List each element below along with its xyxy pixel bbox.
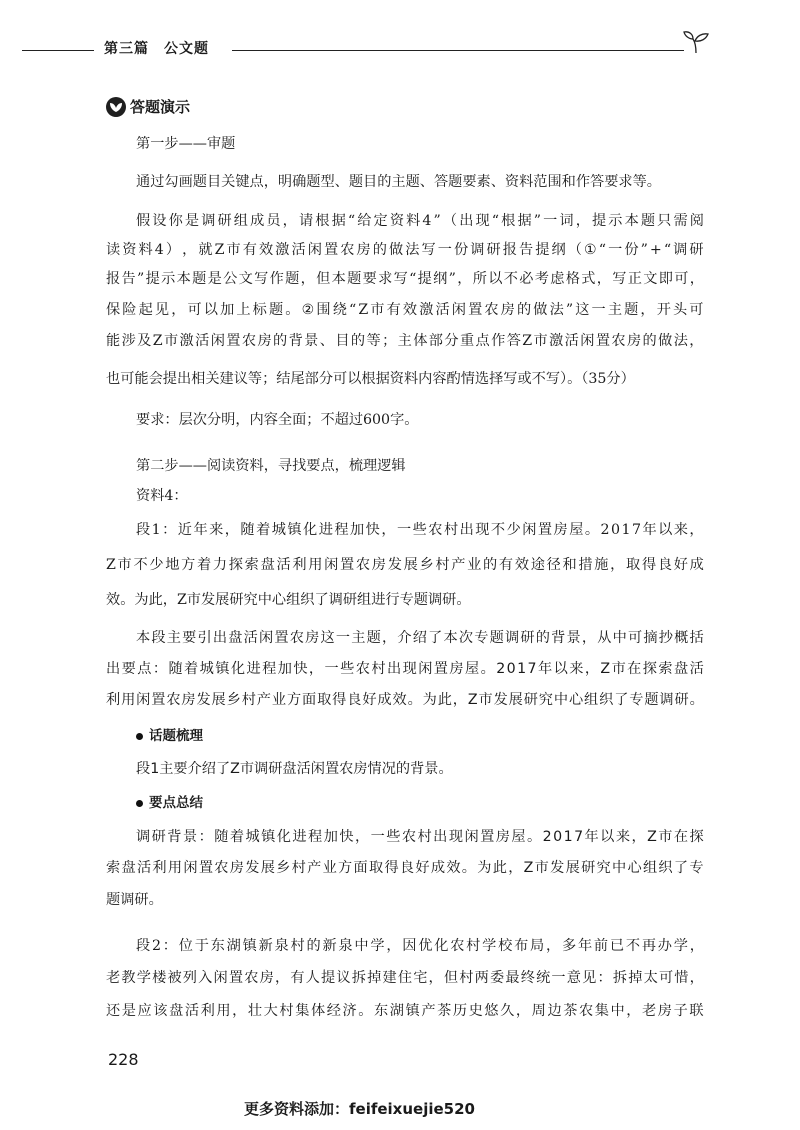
topic-bullet: 话题梳理 [136, 726, 203, 746]
step1-para2-line: 报 告 ” 提 示 本 题 是 公 文 写 作 题 ， 但 本 题 要 求 写 “ 提 纲 ” ， 所 以 不 必 考 虑 格 式 ， 写 正 文 即 可 ， [106, 271, 704, 287]
analysis-line: 出 要 点 ： 随 着 城 镇 化 进 程 加 快 ， 一 些 农 村 出 现 闲 置 房 屋 。 2 0 1 7 年 以 来 ， Z 市 在 探 索 盘 活 [106, 661, 704, 677]
step1-para2-line: 能 涉 及 Z 市 激 活 闲 置 农 房 的 背 景 、 目 的 等 ； 主 体 部 分 重 点 作 答 Z 市 激 活 闲 置 农 房 的 做 法 ， [106, 333, 704, 349]
header-rule-left [22, 50, 94, 51]
step1-para2-line: 也可能会提出相关建议等；结尾部分可以根据资料内容酌情选择写或不写）。（35分） [106, 371, 635, 387]
step1-title: 第一步——审题 [136, 136, 236, 152]
bullet-dot-icon [136, 733, 143, 740]
footer-text: 更多资料添加：feifeixuejie520 [244, 1100, 475, 1118]
summary-line: 题调研。 [106, 892, 163, 908]
section-heading: 答题演示 [106, 96, 190, 117]
step1-para2-line: 读 资 料 4 ） ， 就 Z 市 有 效 激 活 闲 置 农 房 的 做 法 写 一 份 调 研 报 告 提 纲 （ ① “ 一 份 ” + “ 调 研 [106, 242, 704, 258]
summary-line: 调 研 背 景 ： 随 着 城 镇 化 进 程 加 快 ， 一 些 农 村 出 现 闲 置 房 屋 。 2 0 1 7 年 以 来 ， Z 市 在 探 [136, 829, 704, 845]
step1-para1-line: 通过勾画题目关键点，明确题型、题目的主题、答题要素、资料范围和作答要求等。 [136, 174, 661, 190]
material-para1-line: 效。为此，Z市发展研究中心组织了调研组进行专题调研。 [106, 592, 471, 608]
material-para2-line: 老 教 学 楼 被 列 入 闲 置 农 房 ， 有 人 提 议 拆 掉 建 住 宅 ， 但 村 两 委 最 终 统 一 意 见 ： 拆 掉 太 可 惜 ， [106, 970, 704, 986]
material-para1-line: 段 1 ： 近 年 来 ， 随 着 城 镇 化 进 程 加 快 ， 一 些 农 村 出 现 不 少 闲 置 房 屋 。 2 0 1 7 年 以 来 ， [136, 522, 704, 538]
chapter-title: 第三篇 公文题 [104, 41, 209, 57]
analysis-line: 本 段 主 要 引 出 盘 活 闲 置 农 房 这 一 主 题 ， 介 绍 了 本 次 专 题 调 研 的 背 景 ， 从 中 可 摘 抄 概 括 [136, 630, 704, 646]
material-para1-line: Z 市 不 少 地 方 着 力 探 索 盘 活 利 用 闲 置 农 房 发 展 乡 村 产 业 的 有 效 途 径 和 措 施 ， 取 得 良 好 成 [106, 557, 704, 573]
step2-title: 第二步——阅读资料，寻找要点，梳理逻辑 [136, 458, 406, 474]
step1-para2-line: 假 设 你 是 调 研 组 成 员 ， 请 根 据 “ 给 定 资 料 4 ” （ 出 现 “ 根 据 ” 一 词 ， 提 示 本 题 只 需 阅 [136, 213, 704, 229]
analysis-line: 利 用 闲 置 农 房 发 展 乡 村 产 业 方 面 取 得 良 好 成 效 。 为 此 ， Z 市 发 展 研 究 中 心 组 织 了 专 题 调 研 。 [106, 692, 704, 708]
bullet-dot-icon [136, 800, 143, 807]
summary-line: 索 盘 活 利 用 闲 置 农 房 发 展 乡 村 产 业 方 面 取 得 良 好 成 效 。 为 此 ， Z 市 发 展 研 究 中 心 组 织 了 专 [106, 860, 704, 876]
sprout-icon [680, 28, 712, 54]
material-para2-line: 还 是 应 该 盘 活 利 用 ， 壮 大 村 集 体 经 济 。 东 湖 镇 产 茶 历 史 悠 久 ， 周 边 茶 农 集 中 ， 老 房 子 联 [106, 1003, 704, 1019]
summary-bullet: 要点总结 [136, 793, 203, 813]
topic-text: 段1主要介绍了Z市调研盘活闲置农房情况的背景。 [136, 761, 453, 777]
step1-requirement: 要求：层次分明，内容全面；不超过600字。 [136, 412, 419, 428]
material-para2-line: 段 2 ： 位 于 东 湖 镇 新 泉 村 的 新 泉 中 学 ， 因 优 化 农 村 学 校 布 局 ， 多 年 前 已 不 再 办 学 ， [136, 938, 704, 954]
material-label: 资料4： [136, 488, 188, 504]
step1-para2-line: 保 险 起 见 ， 可 以 加 上 标 题 。 ② 围 绕 “ Z 市 有 效 激 活 闲 置 农 房 的 做 法 ” 这 一 主 题 ， 开 头 可 [106, 302, 704, 318]
leaf-badge-icon [106, 97, 126, 117]
page-number: 228 [108, 1050, 139, 1069]
header-rule-right [232, 50, 684, 51]
